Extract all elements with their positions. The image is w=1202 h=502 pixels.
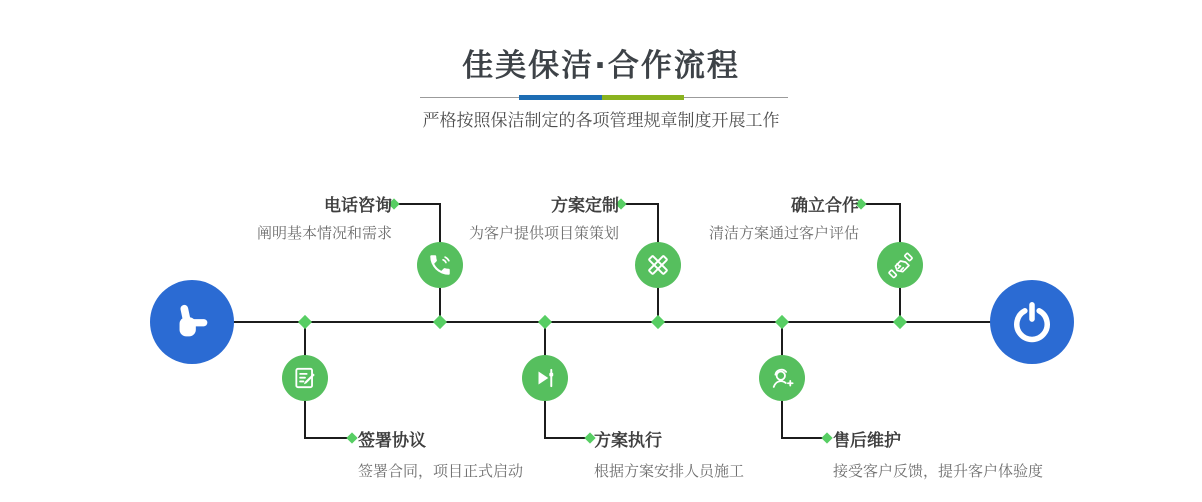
step-circle-execute bbox=[522, 355, 568, 401]
step-circle-aftersale bbox=[759, 355, 805, 401]
timeline-line bbox=[232, 321, 992, 323]
step-desc: 清洁方案通过客户评估 bbox=[708, 224, 859, 242]
step-cooperate-label bbox=[709, 191, 859, 243]
connector-cooperate-h bbox=[863, 203, 901, 205]
step-circle-sign bbox=[282, 355, 328, 401]
step-title: 售后维护 bbox=[833, 431, 901, 451]
label-diamond bbox=[821, 432, 832, 443]
timeline-node-diamond bbox=[538, 315, 552, 329]
step-phone-label bbox=[257, 191, 392, 243]
play-icon bbox=[532, 365, 558, 391]
step-title: 方案定制 bbox=[551, 196, 619, 216]
label-diamond bbox=[346, 432, 357, 443]
step-desc: 根据方案安排人员施工 bbox=[594, 462, 745, 480]
step-title: 确立合作 bbox=[791, 196, 859, 216]
step-desc: 接受客户反馈，提升客户体验度 bbox=[833, 462, 1044, 480]
divider-accent bbox=[519, 95, 684, 100]
step-circle-phone bbox=[417, 242, 463, 288]
divider-blue-segment bbox=[519, 95, 602, 100]
step-circle-plan bbox=[635, 242, 681, 288]
connector-execute-h bbox=[544, 437, 588, 439]
flow-end-node bbox=[990, 280, 1074, 364]
step-desc: 为客户提供项目策策划 bbox=[468, 224, 619, 242]
connector-plan-h bbox=[623, 203, 658, 205]
page-subtitle: 严格按照保洁制定的各项管理规章制度开展工作 bbox=[422, 111, 780, 131]
contract-icon bbox=[292, 365, 318, 391]
connector-sign-h bbox=[304, 437, 349, 439]
timeline-node-diamond bbox=[651, 315, 665, 329]
phone-icon bbox=[427, 252, 453, 278]
step-title: 方案执行 bbox=[594, 431, 662, 451]
step-desc: 阐明基本情况和需求 bbox=[256, 224, 392, 242]
page-title: 佳美保洁·合作流程 bbox=[462, 48, 740, 84]
step-aftersale-label bbox=[833, 426, 1043, 481]
headset-plus-icon bbox=[769, 365, 796, 392]
step-execute-label bbox=[594, 426, 744, 481]
step-title: 签署协议 bbox=[358, 431, 426, 451]
step-sign-label bbox=[358, 426, 523, 481]
timeline-node-diamond bbox=[775, 315, 789, 329]
connector-phone-h bbox=[396, 203, 440, 205]
timeline-node-diamond bbox=[893, 315, 907, 329]
step-circle-cooperate bbox=[877, 242, 923, 288]
flow-start-node bbox=[150, 280, 234, 364]
pencil-ruler-icon bbox=[645, 252, 671, 278]
power-icon bbox=[1010, 300, 1054, 344]
pointing-hand-icon bbox=[169, 299, 215, 345]
timeline-node-diamond bbox=[433, 315, 447, 329]
step-desc: 签署合同，项目正式启动 bbox=[358, 462, 524, 480]
handshake-icon bbox=[887, 252, 914, 279]
connector-aftersale-h bbox=[781, 437, 825, 439]
divider-green-segment bbox=[602, 95, 684, 100]
step-plan-label bbox=[469, 191, 619, 243]
step-title: 电话咨询 bbox=[324, 196, 392, 216]
timeline-node-diamond bbox=[298, 315, 312, 329]
